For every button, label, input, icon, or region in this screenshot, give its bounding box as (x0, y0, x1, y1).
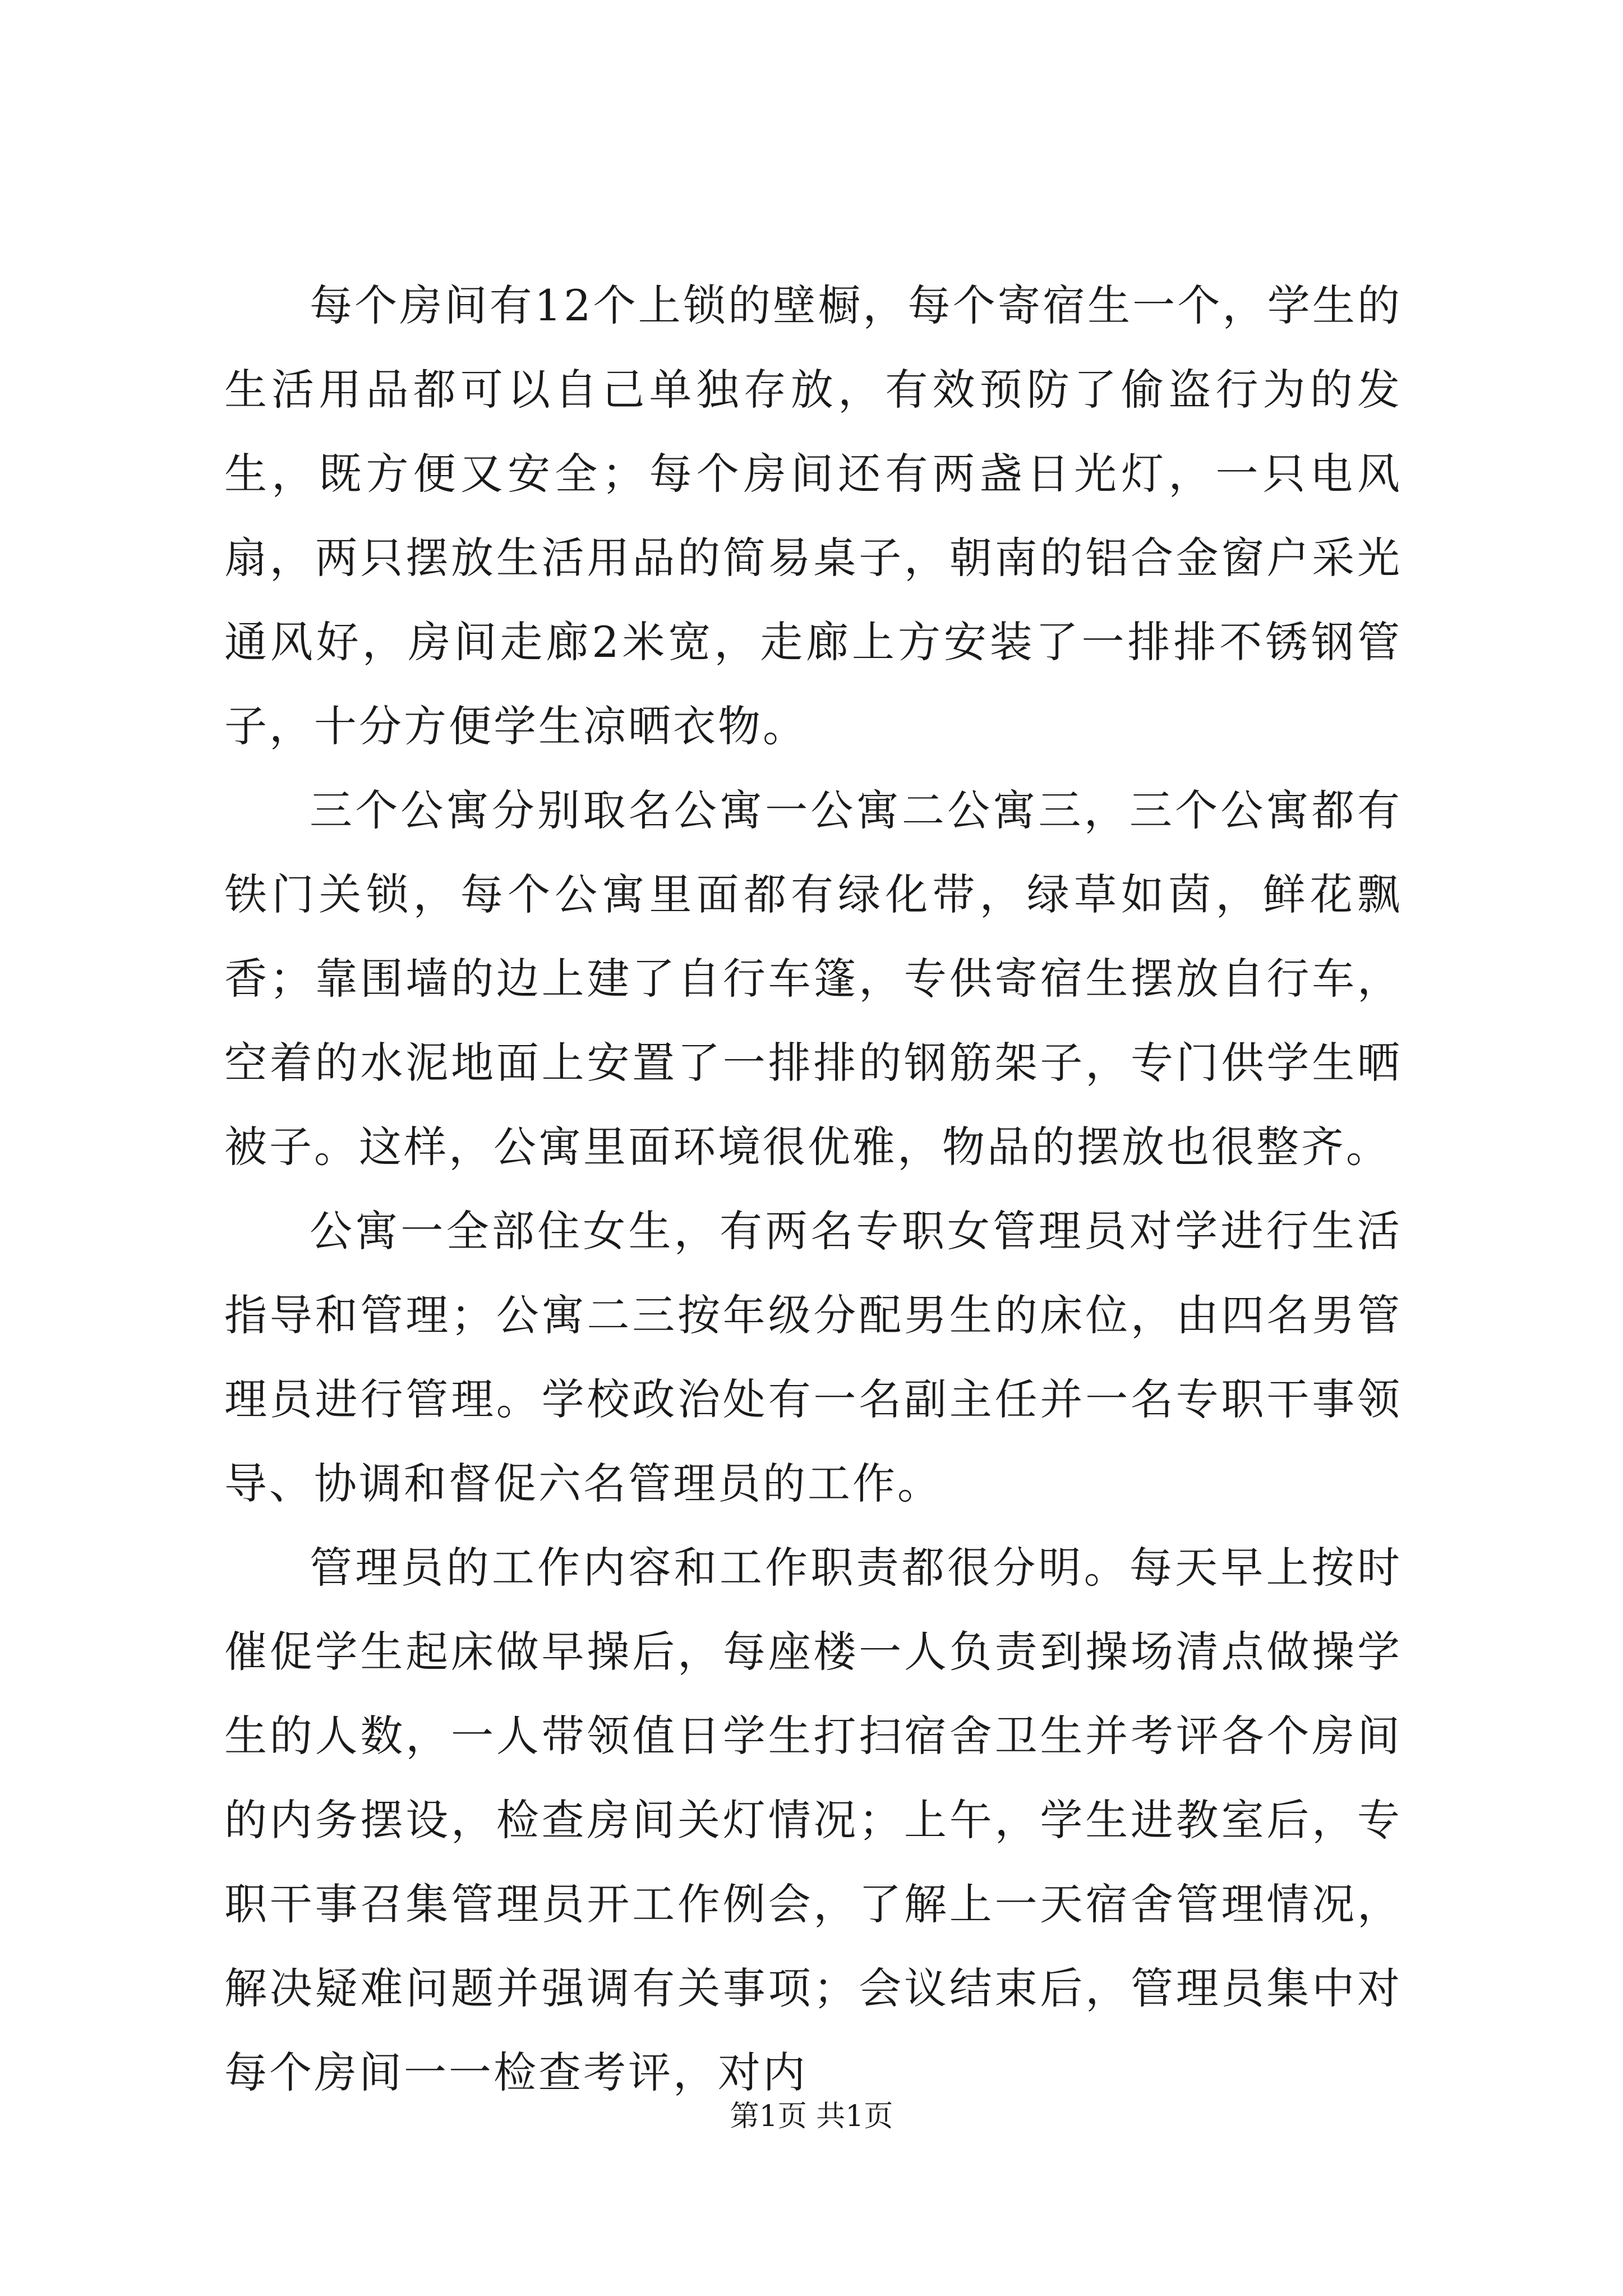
paragraph-4: 管理员的工作内容和工作职责都很分明。每天早上按时催促学生起床做早操后，每座楼一人负责到操场清点做操学生的人数，一人带领值日学生打扫宿舍卫生并考评各个房间的内务摆设，检查房间关灯情况；上午，学生进教室后，专职干事召集管理员开工作例会，了解上一天宿舍管理情况，解决疑难问题并强调有关事项；会议结束后，管理员集中对每个房间一一检查考评，对内 (224, 1543, 1402, 2097)
document-body (224, 264, 1402, 2115)
paragraph-2: 三个公寓分别取名公寓一公寓二公寓三，三个公寓都有铁门关锁，每个公寓里面都有绿化带，绿草如茵，鲜花飘香；靠围墙的边上建了自行车篷，专供寄宿生摆放自行车，空着的水泥地面上安置了一排排的钢筋架子，专门供学生晒被子。这样，公寓里面环境很优雅，物品的摆放也很整齐。 (224, 785, 1402, 1172)
paragraph-1: 每个房间有12个上锁的壁橱，每个寄宿生一个，学生的生活用品都可以自己单独存放，有效预防了偷盗行为的发生，既方便又安全；每个房间还有两盏日光灯，一只电风扇，两只摆放生活用品的简易桌子，朝南的铝合金窗户采光通风好，房间走廊2米宽，走廊上方安装了一排排不锈钢管子，十分方便学生凉晒衣物。 (224, 280, 1402, 751)
paragraph-3: 公寓一全部住女生，有两名专职女管理员对学进行生活指导和管理；公寓二三按年级分配男生的床位，由四名男管理员进行管理。学校政治处有一名副主任并一名专职干事领导、协调和督促六名管理员的工作。 (224, 1206, 1402, 1508)
page-footer: 第1页 共1页 (730, 2100, 893, 2133)
